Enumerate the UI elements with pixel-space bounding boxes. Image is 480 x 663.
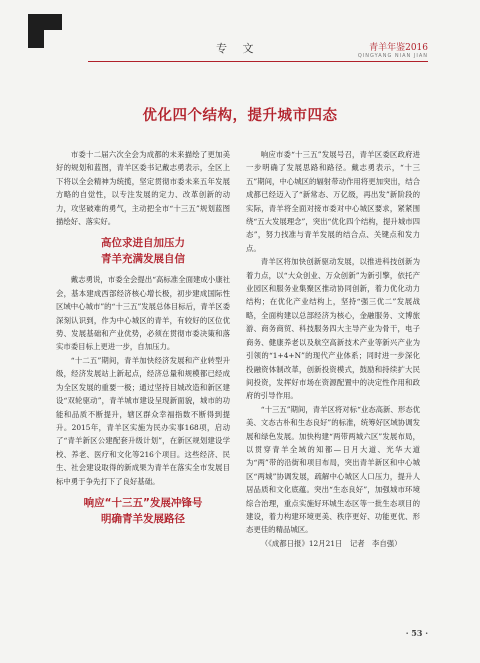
paragraph: 响应市委“十三五”发展号召，青羊区委区政府进一步明确了发展思路和路径。戴志勇表示，“十三五”期间，中心城区的辐射带动作用将更加突出，结合成都已经迈入了“新常态、万亿级，再出发”新阶段的实际，青羊将全面对接市委对中心城区要求，紧紧围绕“五大发展理念”，突出“优化四个结构，提升城市四态”，努力找准与青羊发展的结合点、关键点和发力点。 [246, 150, 420, 253]
page-number: · 53 · [405, 628, 428, 638]
left-column [56, 148, 230, 533]
subheading-1-line-2: 青羊充满发展自信 [101, 253, 185, 266]
magazine-name: 青羊年鉴2016 [369, 43, 428, 53]
source-line: （《成都日报》12月21日 记者 李自强） [260, 538, 402, 548]
right-column [246, 148, 420, 550]
paragraph: “十二五”期间，青羊加快经济发展和产业转型升级，经济发展站上新起点，经济总量和规模都已经成为全区发展的重要一极；通过坚持目城改造和新区建设“双轮驱动”，青羊城市建设呈现新面貌，城市的功能和品质不断提升，辖区群众幸福指数不断得到提升。2015年，青羊区实施为民办实事168项，启动了“青羊新区公建配套升级计划”，在新区规划建设学校、养老、医疗和文化等216个项目。这些经济、民生、社会建设取得的新成果为青羊在落实全市发展目标中勇于争先打下了良好基础。 [56, 355, 230, 486]
subheading-2-line-2: 明确青羊发展路径 [101, 512, 185, 525]
subheading-2 [56, 495, 230, 527]
magazine-pinyin: QINGYANG NIAN JIAN [357, 53, 428, 59]
section-label: 专 文 [216, 42, 260, 55]
subheading-1-line-1: 高位求进自加压力 [101, 237, 185, 250]
article-title: 优化四个结构，提升城市四态 [142, 107, 338, 124]
paragraph: 青羊区将加快创新驱动发展，以推进科技创新为着力点，以“大众创业、万众创新”为新引擎，依托产业园区和服务业集聚区推动协同创新，着力优化动力结构；在优化产业结构上，坚持“强三优二”发展战略，全面构建以总部经济为核心，金融服务、文博旅游、商务商贸、科技服务四大主导产业为骨干，电子商务、健康养老以及航空高新技术产业等新兴产业为引领的“1+4+N”的现代产业体系；同时进一步深化投融资体制改革，创新投资模式，鼓励和持续扩大民间投资，发挥好市场在资源配置中的决定性作用和政府的引导作用。 [246, 257, 420, 401]
header-rule [88, 61, 428, 62]
paragraph: “十三五”期间，青羊区将对标“业态高新、形态优美、文态古朴和生态良好”的标准，统筹好区域协调发展和绿色发展。加快构建“两带两城六区”发展布局，以贯穿青羊全域的知都—日月大道、光华大道为“两”带的沿街和项目布局，突出青羊新区和中心城区“两城”协调发展，疏解中心城区人口压力，提升人居品质和文化底蕴。突出“生态良好”，加强城市环境综合治理，重点实施好环城生态区等一批生态项目的建设，着力构建环境更美、秩序更好、功能更优、形态更佳的精品城区。 [246, 404, 420, 535]
paragraph: 戴志勇说，市委全会提出“高标准全面建成小康社会，基本建成西部经济核心增长极，初步建成国际性区域中心城市”的“十三五”发展总体目标后，青羊区委深刻认识到，作为中心城区的青羊，有较好的区位优势、发展基础和产业优势，必须在贯彻市委决策和落实市委目标上更进一步，自加压力。 [56, 275, 230, 352]
paragraph: 市委十二届六次全会为成都的未来描绘了更加美好的规划和蓝图，青羊区委书记戴志勇表示，全区上下将以全会精神为统揽，坚定贯彻市委未来五年发展方略的自觉性，以专注发展的定力、改革创新的动力，攻坚破难的勇气，主动把全市“十三五”规划蓝图描绘好、落实好。 [56, 150, 230, 227]
subheading-2-line-1: 响应“十三五”发展冲锋号 [83, 496, 203, 509]
corner-notch [44, 30, 62, 48]
subheading-1 [56, 235, 230, 267]
